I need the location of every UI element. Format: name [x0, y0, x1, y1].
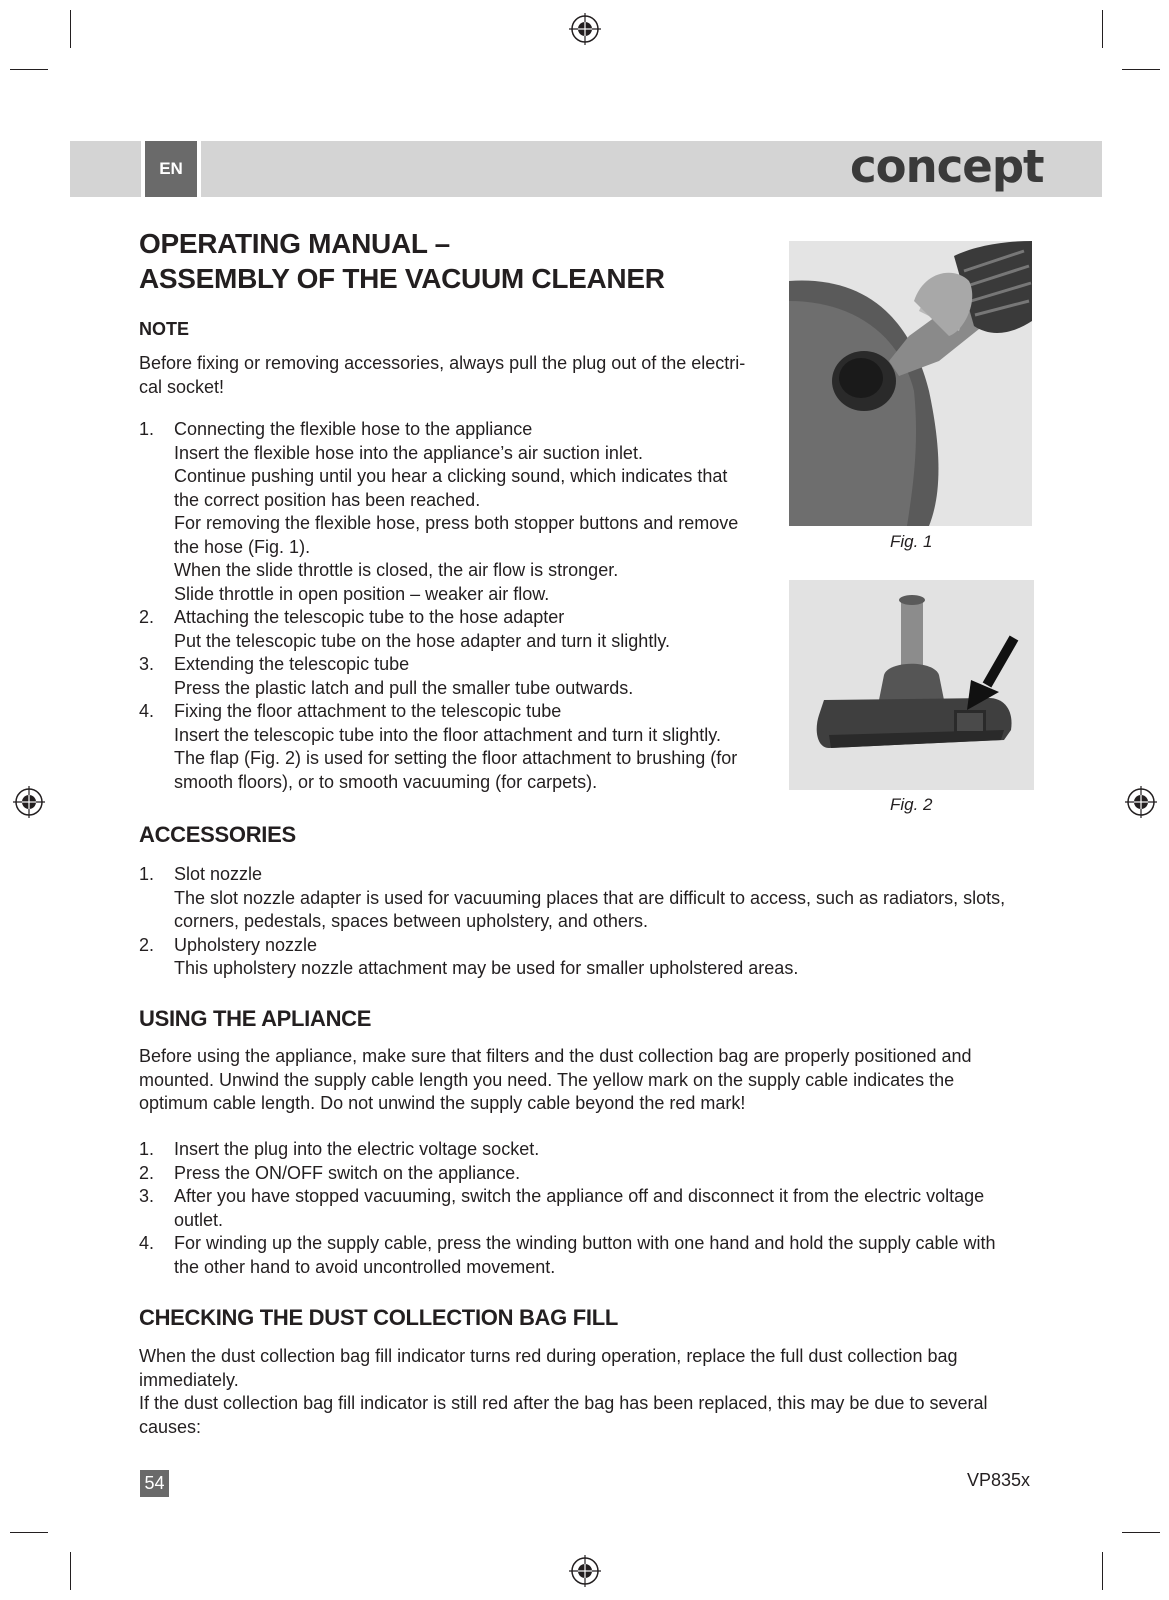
page-title — [139, 226, 665, 296]
crop-mark — [70, 1552, 71, 1590]
list-item-line: Attaching the telescopic tube to the hose adapter — [174, 607, 565, 627]
floor-attachment-illustration — [789, 580, 1034, 790]
list-item-line: Slide throttle in open position – weaker air flow. — [174, 583, 550, 604]
paragraph-line: If the dust collection bag fill indicator is still red after the bag has been replaced, this may be due to several — [139, 1393, 988, 1413]
note-text — [139, 352, 745, 399]
crop-mark — [10, 1532, 48, 1533]
list-item-line: Insert the plug into the electric voltage socket. — [174, 1139, 540, 1159]
using-heading: USING THE APLIANCE — [139, 1006, 372, 1031]
using-steps-list — [139, 1138, 1039, 1279]
paragraph-line: mounted. Unwind the supply cable length you need. The yellow mark on the supply cable indicates the — [139, 1069, 955, 1090]
crop-mark — [1122, 69, 1160, 70]
paragraph-line: causes: — [139, 1416, 202, 1437]
list-item-line: the hose (Fig. 1). — [174, 536, 311, 557]
list-item — [139, 1138, 1039, 1162]
registration-mark-icon — [13, 786, 45, 818]
list-item — [139, 863, 1039, 934]
list-item-line: Extending the telescopic tube — [174, 654, 410, 674]
list-item-line: Insert the flexible hose into the appliance’s air suction inlet. — [174, 442, 643, 463]
checking-heading: CHECKING THE DUST COLLECTION BAG FILL — [139, 1305, 618, 1330]
paragraph-line: optimum cable length. Do not unwind the supply cable beyond the red mark! — [139, 1093, 746, 1113]
crop-mark — [10, 69, 48, 70]
list-item-number: 3. — [139, 654, 155, 674]
list-item — [139, 1162, 1039, 1186]
list-item-line: Press the ON/OFF switch on the appliance. — [174, 1162, 521, 1183]
registration-mark-icon — [569, 1555, 601, 1587]
crop-mark — [70, 10, 71, 48]
list-item-number: 2. — [139, 607, 155, 627]
figure-2-caption: Fig. 2 — [890, 795, 933, 814]
list-item — [139, 700, 779, 794]
registration-mark-icon — [1125, 786, 1157, 818]
list-item — [139, 1232, 1039, 1279]
list-item — [139, 418, 779, 606]
hose-connection-illustration — [789, 241, 1032, 526]
figure-1-caption: Fig. 1 — [890, 532, 933, 551]
figure-1-image — [789, 241, 1032, 526]
list-item-line: This upholstery nozzle attachment may be used for smaller upholstered areas. — [174, 958, 799, 978]
list-item-line: Put the telescopic tube on the hose adapter and turn it slightly. — [174, 630, 670, 651]
list-item-line: Slot nozzle — [174, 864, 263, 884]
figure-2-image — [789, 580, 1034, 790]
list-item-line: After you have stopped vacuuming, switch the appliance off and disconnect it from the electric voltage — [174, 1186, 985, 1206]
list-item-line: outlet. — [174, 1209, 224, 1230]
list-item-line: Fixing the floor attachment to the telescopic tube — [174, 701, 562, 721]
crop-mark — [1102, 10, 1103, 48]
accessories-heading: ACCESSORIES — [139, 822, 296, 847]
language-tab: EN — [141, 141, 201, 197]
paragraph-line: immediately. — [139, 1369, 239, 1390]
list-item-line: Continue pushing until you hear a clicking sound, which indicates that — [174, 466, 728, 486]
list-item-line: The slot nozzle adapter is used for vacuuming places that are difficult to access, such as radiators, slots, — [174, 887, 1006, 908]
crop-mark — [1122, 1532, 1160, 1533]
list-item — [139, 653, 779, 700]
list-item-line: the correct position has been reached. — [174, 489, 481, 510]
page-number: 54 — [140, 1470, 169, 1497]
list-item-line: smooth floors), or to smooth vacuuming (for carpets). — [174, 771, 598, 792]
note-heading: NOTE — [139, 319, 190, 339]
paragraph-line: When the dust collection bag fill indicator turns red during operation, replace the full dust collection bag — [139, 1346, 958, 1366]
list-item-line: the other hand to avoid uncontrolled movement. — [174, 1256, 556, 1277]
list-item-line: Insert the telescopic tube into the floor attachment and turn it slightly. — [174, 724, 721, 745]
list-item-number: 4. — [139, 1233, 155, 1253]
list-item-line: corners, pedestals, spaces between upholstery, and others. — [174, 911, 648, 931]
list-item-line: For winding up the supply cable, press the winding button with one hand and hold the supply cable with — [174, 1233, 996, 1253]
list-item-number: 1. — [139, 864, 155, 884]
list-item-number: 2. — [139, 1162, 155, 1183]
list-item-number: 2. — [139, 934, 155, 955]
brand-logo: concept — [850, 140, 1044, 193]
registration-mark-icon — [569, 13, 601, 45]
list-item-line: Upholstery nozzle — [174, 934, 318, 955]
list-item-line: When the slide throttle is closed, the air flow is stronger. — [174, 560, 619, 580]
list-item — [139, 1185, 1039, 1232]
checking-text — [139, 1345, 1039, 1439]
page-title-line: OPERATING MANUAL – — [139, 228, 450, 259]
crop-mark — [1102, 1552, 1103, 1590]
list-item-number: 3. — [139, 1186, 155, 1206]
list-item-line: Press the plastic latch and pull the smaller tube outwards. — [174, 677, 634, 698]
paragraph-line: Before using the appliance, make sure that filters and the dust collection bag are properly positioned and — [139, 1046, 972, 1066]
list-item-line: Connecting the flexible hose to the appliance — [174, 419, 533, 439]
assembly-steps-list — [139, 418, 779, 794]
note-line: cal socket! — [139, 376, 225, 397]
list-item-number: 1. — [139, 419, 155, 439]
list-item-number: 1. — [139, 1139, 155, 1159]
page-title-line: ASSEMBLY OF THE VACUUM CLEANER — [139, 263, 665, 294]
list-item — [139, 606, 779, 653]
list-item-number: 4. — [139, 701, 155, 721]
list-item-line: The flap (Fig. 2) is used for setting the floor attachment to brushing (for — [174, 748, 738, 768]
using-intro — [139, 1045, 1039, 1116]
list-item-line: For removing the flexible hose, press both stopper buttons and remove — [174, 513, 739, 533]
model-number: VP835x — [967, 1470, 1031, 1490]
list-item — [139, 934, 1039, 981]
note-line: Before fixing or removing accessories, always pull the plug out of the electri- — [139, 353, 746, 373]
accessories-list — [139, 863, 1039, 981]
